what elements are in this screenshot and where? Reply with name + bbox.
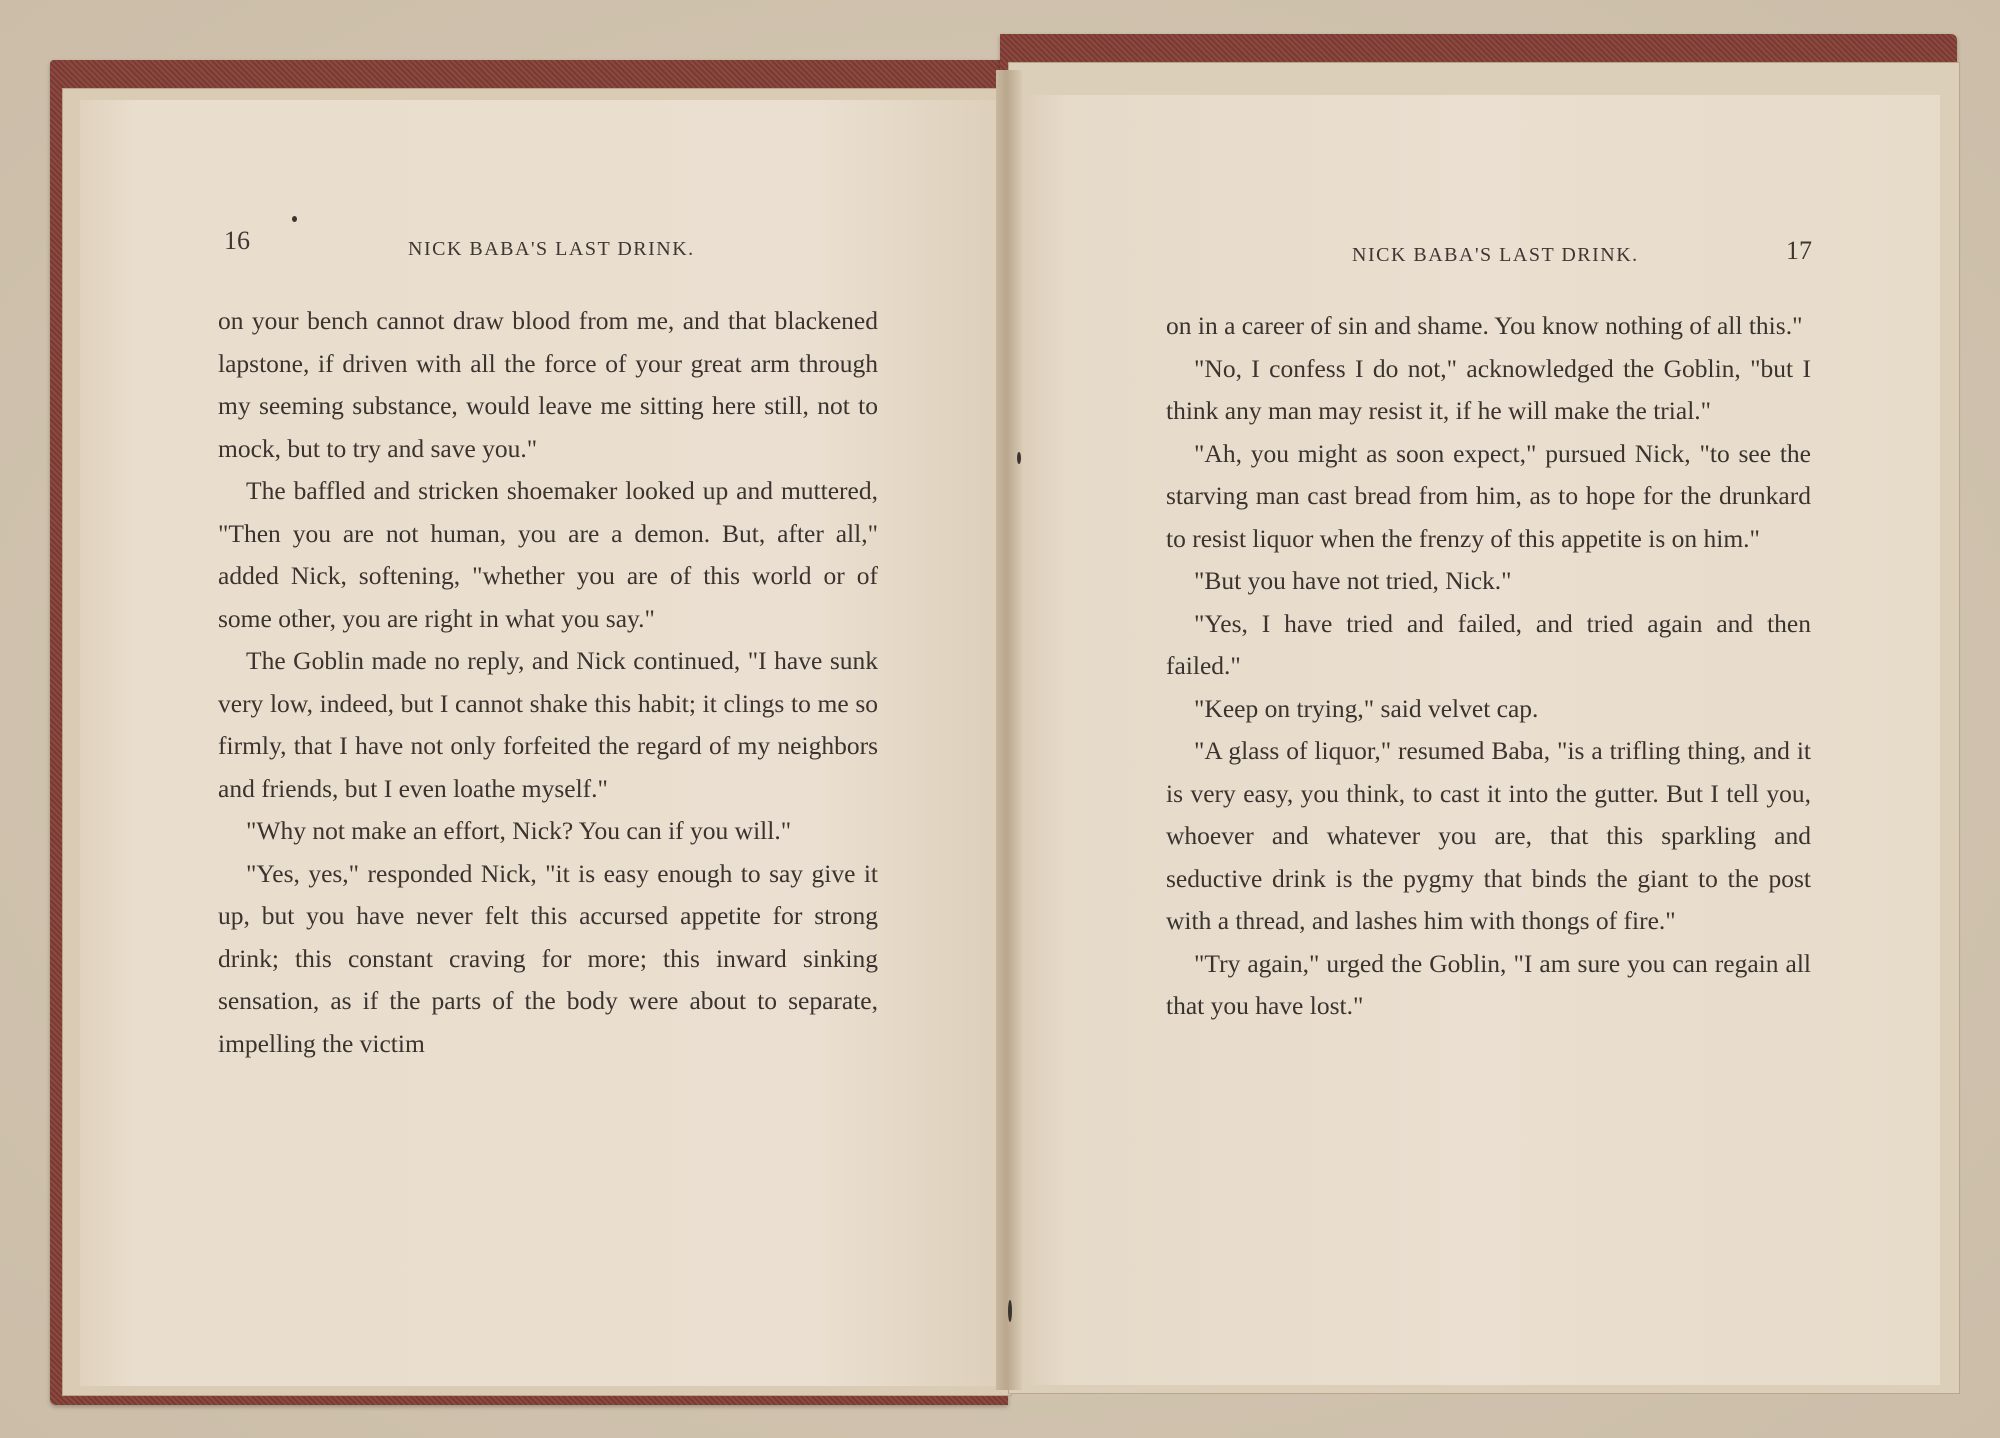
binding-thread-mark — [1017, 452, 1021, 464]
right-running-head: NICK BABA'S LAST DRINK. — [1352, 244, 1639, 266]
left-paragraph: "Yes, yes," responded Nick, "it is easy enough to say give it up, but you have never felt this accursed appetite for strong drink; this constant craving for more; this inward sinking sensation, as if the parts of the body were about to separate, impelling the victim — [218, 858, 878, 1058]
book-gutter — [996, 70, 1022, 1390]
binding-thread-mark — [1008, 1300, 1012, 1322]
right-page-body — [1166, 305, 1811, 1028]
right-paragraph: "Yes, I have tried and failed, and tried again and then failed." — [1166, 608, 1811, 680]
right-paragraph: "A glass of liquor," resumed Baba, "is a trifling thing, and it is very easy, you think, to cast it into the gutter. But I tell you, whoever and whatever you are, that this sparkling and seductive drink is the pygmy that binds the giant to the post with a thread, and lashes him with thongs of fire." — [1166, 736, 1811, 935]
right-paragraph: on in a career of sin and shame. You know nothing of all this." — [1166, 311, 1803, 340]
right-page-number: 17 — [1786, 236, 1812, 265]
left-paragraph: The Goblin made no reply, and Nick continued, "I have sunk very low, indeed, but I cannot shake this habit; it clings to me so firmly, that I have not only forfeited the regard of my neighbors and friends, but I even loathe myself." — [218, 646, 878, 803]
left-running-head: NICK BABA'S LAST DRINK. — [408, 238, 695, 260]
right-paragraph: "Ah, you might as soon expect," pursued Nick, "to see the starving man cast bread from him, as to hope for the drunkard to resist liquor when the frenzy of this appetite is on him." — [1166, 438, 1811, 553]
right-paragraph: "No, I confess I do not," acknowledged the Goblin, "but I think any man may resist it, if he will make the trial." — [1166, 353, 1811, 425]
right-paragraph: "Try again," urged the Goblin, "I am sure you can regain all that you have lost." — [1166, 948, 1811, 1020]
left-paragraph: "Why not make an effort, Nick? You can if you will." — [246, 816, 792, 845]
left-page-number: 16 — [224, 226, 250, 255]
ink-speck — [292, 216, 297, 222]
right-paragraph: "Keep on trying," said velvet cap. — [1194, 693, 1539, 723]
left-paragraph: The baffled and stricken shoemaker looked up and muttered, "Then you are not human, you are a demon. But, after all," added Nick, softening, "whether you are of this world or of some other, you are right in what you say." — [218, 476, 878, 633]
right-paragraph: "But you have not tried, Nick." — [1194, 566, 1512, 595]
left-paragraph: on your bench cannot draw blood from me, and that blackened lapstone, if driven with all the force of your great arm through my seeming substance, would leave me sitting here still, not to mock, but to try and save you." — [218, 306, 878, 463]
left-page-body — [218, 300, 878, 1065]
